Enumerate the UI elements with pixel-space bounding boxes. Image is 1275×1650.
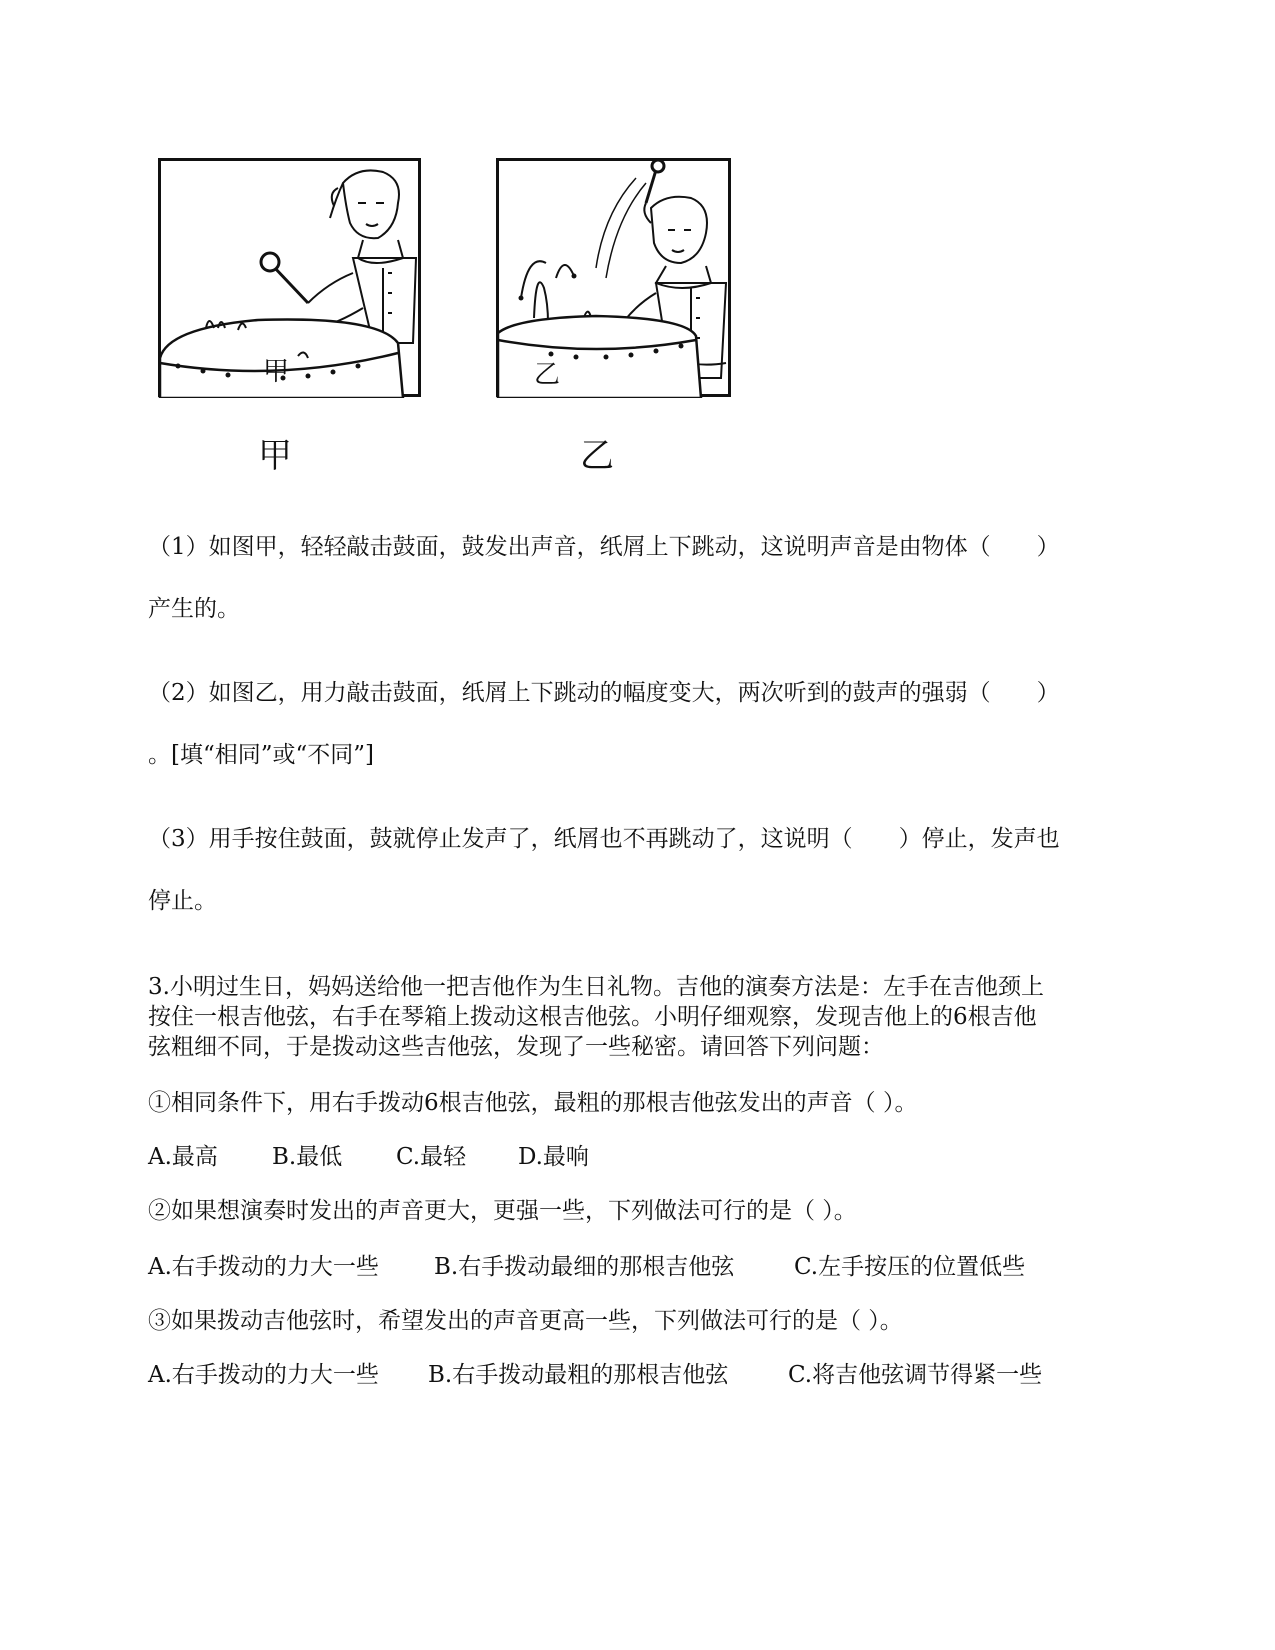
figure-yi: [496, 158, 732, 398]
sub-3-option-c: C.将吉他弦调节得紧一些: [788, 1362, 1043, 1388]
sub-question-2: ②如果想演奏时发出的声音更大，更强一些，下列做法可行的是（ ）。: [148, 1198, 857, 1224]
sub-question-2-options: [148, 1248, 1025, 1281]
question-1-line-2: 产生的。: [148, 596, 240, 622]
sub-question-3: ③如果拨动吉他弦时，希望发出的声音更高一些，下列做法可行的是（ ）。: [148, 1308, 903, 1334]
sub-1-option-d: D.最响: [518, 1144, 589, 1170]
sub-2-option-c: C.左手按压的位置低些: [794, 1254, 1026, 1280]
sub-2-option-b: B.右手拨动最细的那根吉他弦: [434, 1254, 735, 1280]
drum-boy-strong-illustration: [496, 158, 732, 398]
problem-3-intro-line-1: 3.小明过生日，妈妈送给他一把吉他作为生日礼物。吉他的演奏方法是：左手在吉他颈上: [148, 974, 1044, 1000]
caption-yi: 乙: [580, 436, 614, 476]
question-2-line-1: （2）如图乙，用力敲击鼓面，纸屑上下跳动的幅度变大，两次听到的鼓声的强弱（ ）: [148, 680, 1060, 706]
drum-boy-gentle-illustration: [158, 158, 422, 398]
caption-jia: 甲: [258, 436, 292, 476]
sub-2-option-a: A.右手拨动的力大一些: [148, 1254, 379, 1280]
sub-question-1: ①相同条件下，用右手拨动6根吉他弦，最粗的那根吉他弦发出的声音（ ）。: [148, 1090, 918, 1116]
sub-question-3-options: [148, 1356, 1042, 1389]
figure-jia: [158, 158, 422, 398]
panel-label-yi: 乙: [534, 360, 561, 390]
question-2-line-2: 。[填“相同”或“不同”]: [148, 742, 374, 768]
question-1-line-1: （1）如图甲，轻轻敲击鼓面，鼓发出声音，纸屑上下跳动，这说明声音是由物体（ ）: [148, 534, 1060, 560]
sub-3-option-a: A.右手拨动的力大一些: [148, 1362, 379, 1388]
sub-3-option-b: B.右手拨动最粗的那根吉他弦: [428, 1362, 729, 1388]
sub-1-option-b: B.最低: [272, 1144, 343, 1170]
sub-question-1-options: [148, 1138, 589, 1171]
question-3-line-1: （3）用手按住鼓面，鼓就停止发声了，纸屑也不再跳动了，这说明（ ）停止，发声也: [148, 826, 1060, 852]
problem-3-intro-line-2: 按住一根吉他弦，右手在琴箱上拨动这根吉他弦。小明仔细观察，发现吉他上的6根吉他: [148, 1004, 1037, 1030]
sub-1-option-a: A.最高: [148, 1144, 218, 1170]
panel-label-jia: 甲: [263, 357, 290, 387]
problem-3-intro-line-3: 弦粗细不同，于是拨动这些吉他弦，发现了一些秘密。请回答下列问题：: [148, 1034, 884, 1060]
question-3-line-2: 停止。: [148, 888, 217, 914]
sub-1-option-c: C.最轻: [396, 1144, 467, 1170]
